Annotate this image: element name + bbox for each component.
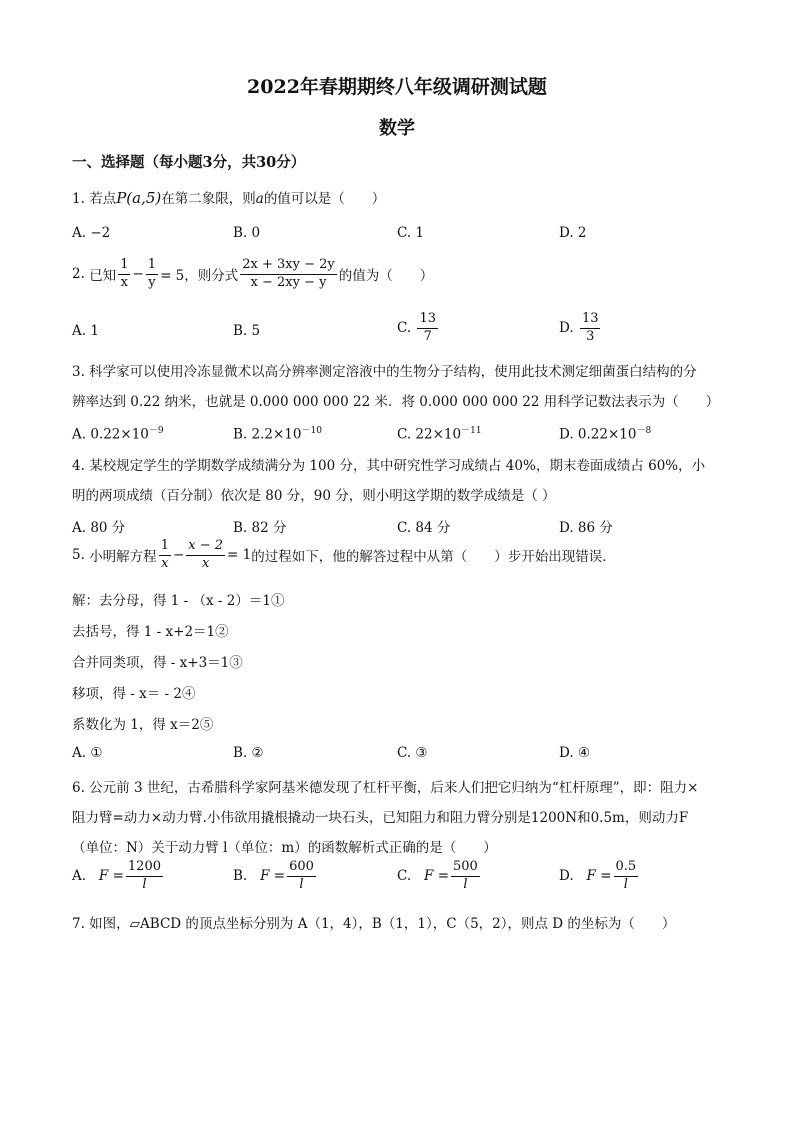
option-d: D. $\frac{13}{3}$: [559, 311, 599, 344]
option-d: D. F = $\frac{0.5}{l}$: [559, 859, 637, 892]
option-a: A. −2: [72, 225, 111, 241]
question-5: [72, 539, 616, 572]
question-6-line-2: 阻力臂=动力×动力臂.小伟欲用撬根撬动一块石头，已知阻力和阻力臂分别是1200N和0.5m，则动力F: [72, 810, 689, 826]
question-4-line-2: 明的两项成绩（百分制）依次是 80 分，90 分，则小明这学期的数学成绩是（ ）: [72, 488, 556, 504]
question-number: 1.: [72, 191, 85, 207]
fraction: $\frac{1}{y}$: [147, 257, 157, 290]
option-a: A. $0.22\times 10^{-9}$: [72, 426, 164, 443]
option-a: A. ①: [72, 745, 103, 761]
option-c: C. F = $\frac{500}{l}$: [397, 859, 478, 892]
option-b: B. 82 分: [233, 520, 287, 536]
math-expression: = 1: [227, 547, 252, 564]
solution-step-2: 去括号，得 1 - x+2＝1②: [72, 624, 229, 640]
fraction: $\frac{13}{3}$: [581, 311, 599, 344]
option-d: D. 86 分: [559, 520, 613, 536]
option-c: C. 1: [397, 225, 425, 241]
question-6-line-3: （单位：N）关于动力臂 l（单位：m）的函数解析式正确的是（ ）: [72, 840, 497, 856]
question-text: 的值为（ ）: [338, 268, 434, 285]
subject-title: 数学: [379, 118, 415, 139]
math-variable: a: [255, 191, 264, 207]
question-number: 5.: [72, 547, 85, 564]
option-b: B. 5: [233, 323, 261, 339]
fraction: $\frac{0.5}{l}$: [615, 859, 637, 892]
fraction: $\frac{13}{7}$: [419, 311, 436, 344]
option-c: C. $\frac{13}{7}$: [397, 311, 436, 344]
math-expression: P(a,5): [116, 189, 162, 207]
option-c: C. $22\times 10^{-11}$: [397, 426, 482, 443]
question-2: [72, 258, 433, 291]
fraction: $\frac{600}{l}$: [289, 859, 314, 892]
fraction: $\frac{1}{x}$: [160, 538, 169, 571]
question-6-line-1: 6. 公元前 3 世纪，古希腊科学家阿基米德发现了杠杆平衡，后来人们把它归纳为“杠杆原理”，即：阻力×: [72, 780, 699, 796]
solution-step-5: 系数化为 1，得 x＝2⑤: [72, 717, 214, 733]
question-7: 7. 如图，▱ABCD 的顶点坐标分别为 A（1，4），B（1，1），C（5，2），则点 D 的坐标为（ ）: [72, 916, 676, 932]
question-number: 2.: [72, 266, 85, 283]
question-text: 的值可以是（ ）: [263, 191, 386, 207]
solution-step-3: 合并同类项，得 - x+3＝1③: [72, 655, 243, 671]
option-a: A. F = $\frac{1200}{l}$: [72, 859, 161, 892]
option-d: D. $0.22\times 10^{-8}$: [559, 426, 652, 443]
solution-step-1: 解：去分母，得 1 - （x - 2）＝1①: [72, 593, 285, 609]
math-operator: −: [132, 266, 144, 283]
page-title: 2022年春期期终八年级调研测试题: [247, 76, 547, 98]
option-a: A. 1: [72, 323, 99, 339]
math-operator: −: [172, 547, 185, 564]
fraction: $\frac{1}{x}$: [120, 257, 129, 290]
section-header: 一、选择题（每小题3分，共30分）: [72, 154, 306, 171]
option-b: B. 0: [233, 225, 261, 241]
option-b: B. F = $\frac{600}{l}$: [233, 859, 314, 892]
question-text: 已知: [89, 268, 117, 285]
question-4-line-1: 4. 某校规定学生的学期数学成绩满分为 100 分，其中研究性学习成绩占 40%，期末卷面成绩占 60%，小: [72, 458, 706, 474]
question-3-line-1: 3. 科学家可以使用冷冻显微术以高分辨率测定溶液中的生物分子结构，使用此技术测定细菌蛋白结构的分: [72, 364, 697, 380]
question-text: 若点: [89, 191, 117, 207]
question-text: 的过程如下，他的解答过程中从第（ ）步开始出现错误．: [251, 549, 616, 566]
option-b: B. $2.2\times 10^{-10}$: [233, 426, 322, 443]
fraction: $\frac{x - 2}{x}$: [188, 538, 224, 571]
question-text: 在第二象限，则: [161, 191, 256, 207]
question-3-line-2: 辨率达到 0.22 纳米，也就是 0.000 000 000 22 米．将 0.000 000 000 22 用科学记数法表示为（ ）: [72, 394, 720, 410]
question-1: [72, 187, 385, 207]
option-d: D. 2: [559, 225, 587, 241]
option-d: D. ④: [559, 745, 591, 761]
question-text: 小明解方程: [89, 549, 157, 566]
question-text: = 5，则分式: [160, 268, 239, 285]
option-c: C. 84 分: [397, 520, 451, 536]
fraction: $\frac{500}{l}$: [453, 859, 478, 892]
option-b: B. ②: [233, 745, 264, 761]
option-a: A. 80 分: [72, 520, 126, 536]
fraction: $\frac{2x + 3xy - 2y}{x - 2xy - y}$: [242, 257, 335, 290]
option-c: C. ③: [397, 745, 428, 761]
fraction: $\frac{1200}{l}$: [127, 859, 161, 892]
solution-step-4: 移项，得 - x＝ - 2④: [72, 686, 196, 702]
